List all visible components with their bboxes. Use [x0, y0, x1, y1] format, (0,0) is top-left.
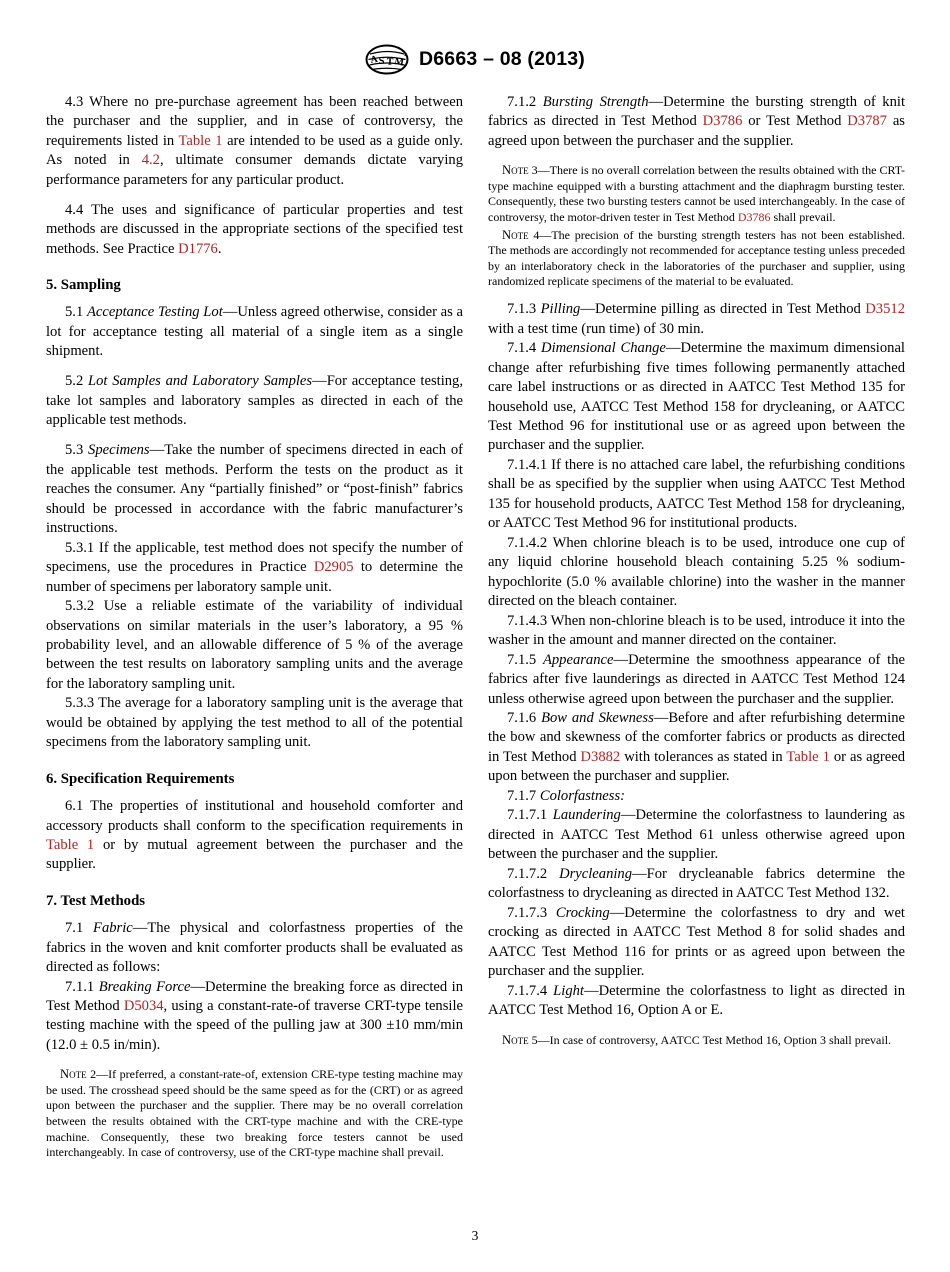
- paragraph-5-3-2: [46, 597, 463, 694]
- link-table-1[interactable]: Table 1: [178, 132, 223, 149]
- note-label: Note: [502, 227, 529, 242]
- clause-number: 7.1: [65, 920, 84, 937]
- clause-number: 7.1.6: [507, 710, 537, 726]
- clause-number: 7.1.1: [65, 978, 95, 995]
- paragraph-7-1-7: [488, 787, 905, 806]
- paragraph-text: —Determine the bursting strength of knit fabrics as directed in Test Method: [488, 94, 905, 130]
- paragraph-text: —The physical and colorfastness properties of the fabrics in the woven and knit comforter products shall be evaluated as directed as follows:: [46, 920, 463, 976]
- paragraph-text: If the applicable, test method does not specify the number of specimens, use the procedures in Practice: [46, 539, 463, 576]
- paragraph-text: —Determine the smoothness appearance of the fabrics after five launderings as directed in AATCC Test Method 124 unless otherwise agreed upon between the purchaser and the supplier.: [488, 651, 905, 707]
- clause-number: 7.1.3: [507, 301, 537, 318]
- clause-number: 7.1.7.1: [507, 807, 548, 824]
- note-text: 3—There is no overall correlation between the results obtained with the CRT-type machine equipped with a bursting attachment and the diaphragm bursting tester. Consequently, these two bursting testers cannot be used interchangeably. In the case of controversy, the motor-driven tester in Test Method: [488, 163, 905, 224]
- paragraph-text: with a test time (run time) of 30 min.: [488, 320, 705, 337]
- paragraph-7-1-4: [488, 339, 905, 456]
- heading-test-methods: 7. Test Methods: [46, 892, 146, 909]
- paragraph-7-1-4-2: [488, 534, 905, 612]
- note-label: Note: [502, 1032, 529, 1047]
- paragraph-5-3: [46, 441, 463, 538]
- paragraph-text: The average for a laboratory sampling unit is the average that would be obtained by applying the test method to all of the potential specimens from the laboratory sampling unit.: [46, 695, 463, 751]
- clause-number: 5.3.3: [65, 695, 95, 712]
- paragraph-text: Use a reliable estimate of the variability of individual observations on similar materials in the user’s laboratory, a 95 % probability level, and an allowable difference of 5 % of the average between the test results on laboratory sampling units and the average for the laboratory sampling unit.: [46, 598, 463, 692]
- paragraph-text: —Determine pilling as directed in Test Method: [580, 301, 866, 318]
- paragraph-7-1-7-2: [488, 865, 905, 904]
- paragraph-text: —For acceptance testing, take lot samples and laboratory samples as directed in each of the applicable test methods.: [46, 373, 463, 429]
- paragraph-text: or by mutual agreement between the purchaser and the supplier.: [46, 836, 463, 873]
- svg-text:M: M: [393, 56, 405, 69]
- note-text: 4—The precision of the bursting strength testers has not been established. The methods are accordingly not recommended for acceptance testing unless preceded by an interlaboratory check in the laboratories of the purchaser and supplier, using randomized replicate specimens of the material to be evaluated.: [488, 227, 905, 289]
- paragraph-7-1-7-4: [488, 982, 905, 1021]
- note-label: Note: [502, 163, 529, 178]
- paragraph-5-3-3: [46, 694, 463, 752]
- note-3: [488, 162, 905, 225]
- note-text: 2—If preferred, a constant-rate-of, extension CRE-type testing machine may be used. The crosshead speed should be the same speed as for the (CRT) or as agreed upon between the purchaser and the supplier. There may be no overall correlation between the results obtained with the CRT-type machine and with the CRE-type machine. Consequently, these two breaking force testers cannot be used interchangeably. In case of controversy, use of the CRT-type machine shall prevail.: [46, 1067, 463, 1160]
- clause-number: 7.1.4.2: [507, 534, 548, 551]
- paragraph-7-1-4-3: [488, 612, 905, 651]
- paragraph-7-1-4-1: [488, 456, 905, 534]
- clause-number: 7.1.4: [507, 340, 537, 357]
- paragraph-7-1-6: [488, 709, 905, 787]
- paragraph-5-2: [46, 372, 463, 430]
- link-d2905[interactable]: D2905: [313, 559, 354, 576]
- paragraph-text: —For drycleanable fabrics determine the colorfastness to drycleaning as directed in AATCC Test Method 132.: [488, 865, 905, 902]
- paragraph-7-1-7-3: [488, 904, 905, 982]
- paragraph-7-1-1: [46, 978, 463, 1056]
- document-body: [46, 93, 906, 1161]
- paragraph-text: —Determine the colorfastness to light as directed in AATCC Test Method 16, Option A or E.: [488, 982, 905, 1019]
- paragraph-text: When non-chlorine bleach is to be used, introduce it into the washer in the amount and manner directed on the container.: [488, 612, 905, 649]
- paragraph-text: —Determine the breaking force as directed in Test Method: [46, 978, 463, 1015]
- clause-number: 5.3: [65, 442, 84, 459]
- note-text: 5—In case of controversy, AATCC Test Method 16, Option 3 shall prevail.: [528, 1032, 892, 1047]
- svg-text:S: S: [378, 55, 385, 67]
- paragraph-text: The properties of institutional and household comforter and accessory products shall conform to the specification requirements in: [46, 798, 463, 834]
- run-in-term: Bow and Skewness: [541, 710, 654, 726]
- clause-number: 7.1.7.3: [507, 904, 548, 921]
- paragraph-7-1-2: [488, 93, 905, 151]
- page-number: 3: [471, 1228, 479, 1243]
- note-label: Note: [60, 1067, 87, 1082]
- clause-number: 7.1.7: [507, 787, 537, 804]
- paragraph-text: , using a constant-rate-of traverse CRT-type tensile testing machine with the speed of the pulling jaw at 300 ±10 mm/min (12.0 ± 0.5 in/min).: [46, 998, 463, 1053]
- clause-number: 5.2: [65, 373, 84, 390]
- note-block-3-4: [488, 162, 905, 289]
- paragraph-text: or as agreed upon between the purchaser and supplier.: [488, 748, 905, 785]
- paragraph-5-1: [46, 303, 463, 361]
- paragraph-text: —Take the number of specimens directed in each of the applicable test methods. Perform the tests on the product as it reaches the consumer. Any “partially finished” or “post-finish” fabrics should be processed in accordance with the fabric manufacturer’s instructions.: [46, 442, 463, 537]
- run-in-term: Pilling: [540, 301, 581, 318]
- clause-number: 4.3: [65, 94, 84, 110]
- clause-number: 7.1.7.2: [507, 865, 548, 882]
- note-block-5: [488, 1032, 905, 1049]
- note-5: [488, 1032, 905, 1049]
- paragraph-4-4: [46, 201, 463, 259]
- paragraph-7-1-3: [488, 300, 905, 339]
- clause-number: 4.4: [65, 201, 84, 218]
- clause-number: 7.1.4.1: [507, 456, 548, 473]
- run-in-term: Specimens: [88, 442, 150, 459]
- paragraph-text: —Determine the colorfastness to dry and wet crocking as directed in AATCC Test Method 8 for solid shades and AATCC Test Method 116 for prints or as agreed upon between the purchaser and the supplier.: [488, 904, 905, 980]
- paragraph-text: —Unless agreed otherwise, consider as a lot for acceptance testing all material of a single item as a single shipment.: [46, 304, 463, 360]
- paragraph-text: The uses and significance of particular properties and test methods are discussed in the appropriate sections of the specified test methods. See Practice: [46, 201, 463, 257]
- clause-number: 5.1: [65, 304, 84, 321]
- link-d3787[interactable]: D3787: [847, 113, 887, 130]
- run-in-term: Lot Samples and Laboratory Samples: [88, 373, 313, 390]
- paragraph-7-1: [46, 919, 463, 977]
- svg-text:A: A: [369, 53, 379, 66]
- run-in-term: Acceptance Testing Lot: [86, 304, 223, 321]
- clause-number: 7.1.7.4: [507, 982, 548, 999]
- run-in-term: Laundering: [552, 807, 621, 824]
- paragraph-text: —Before and after refurbishing determine the bow and skewness of the comforter fabrics or products as directed in Test Method: [488, 710, 905, 765]
- paragraph-text: .: [217, 240, 222, 257]
- run-in-term: Drycleaning: [559, 865, 633, 882]
- paragraph-6-1: [46, 797, 463, 875]
- paragraph-text: Where no pre-purchase agreement has been reached between the purchaser and the supplier, and in case of controversy, the requirements listed in: [46, 94, 463, 149]
- note-4: [488, 227, 905, 290]
- svg-text:T: T: [386, 56, 394, 68]
- clause-number: 6.1: [65, 798, 84, 815]
- clause-number: 7.1.5: [507, 651, 537, 668]
- paragraph-5-3-1: [46, 539, 463, 597]
- run-in-term: Breaking Force: [98, 978, 191, 995]
- link-table-1[interactable]: Table 1: [46, 836, 95, 853]
- paragraph-text: , ultimate consumer demands dictate varying performance parameters for any particular product.: [46, 152, 463, 188]
- run-in-term: Fabric: [93, 920, 133, 937]
- left-column: [46, 93, 463, 1161]
- note-2: [46, 1066, 463, 1160]
- paragraph-text: or Test Method: [742, 113, 848, 130]
- paragraph-text: as agreed upon between the purchaser and the supplier.: [488, 113, 905, 149]
- run-in-term: Appearance: [542, 651, 614, 668]
- link-d3786[interactable]: D3786: [702, 113, 743, 130]
- link-clause-4-2[interactable]: 4.2: [141, 152, 160, 169]
- paragraph-7-1-5: [488, 651, 905, 709]
- right-column: [488, 93, 905, 1161]
- run-in-term: Bursting Strength: [542, 94, 649, 110]
- run-in-term: Crocking: [555, 904, 610, 921]
- paragraph-text: If there is no attached care label, the refurbishing conditions shall be as specified by the supplier when using AATCC Test Method 135 for household products, AATCC Test Method 158 for drycleaning, or AATCC Test Method 96 for institutional products.: [488, 456, 905, 532]
- page-header: [0, 44, 950, 75]
- link-d1776[interactable]: D1776: [178, 240, 218, 257]
- paragraph-text: are intended to be used as a guide only. As noted in: [46, 132, 463, 169]
- paragraph-text: When chlorine bleach is to be used, introduce one cup of any liquid chlorine household bleach containing 5.25 % sodium-hypochlorite (5.0 % available chlorine) into the washer in the manner directed on the bleach container.: [488, 534, 905, 610]
- heading-specification-requirements: 6. Specification Requirements: [46, 770, 235, 787]
- link-d3786[interactable]: D3786: [737, 210, 771, 224]
- heading-sampling: 5. Sampling: [46, 277, 121, 294]
- clause-number: 5.3.2: [65, 598, 95, 615]
- link-d3512[interactable]: D3512: [865, 301, 905, 318]
- paragraph-text: —Determine the maximum dimensional change after refurbishing five times following permanently attached care label instructions or as directed in AATCC Test Method 135 for household use, AATCC Test Method 158 for drycleaning, or AATCC Test Method 96 for institutional use or as agreed upon between the purchaser and the supplier.: [488, 340, 905, 454]
- clause-number: 5.3.1: [65, 539, 95, 556]
- paragraph-text: —Determine the colorfastness to laundering as directed in AATCC Test Method 61 unless otherwise agreed upon between the purchaser and the supplier.: [488, 807, 905, 863]
- note-text: shall prevail.: [770, 210, 836, 224]
- paragraph-7-1-7-1: [488, 806, 905, 864]
- paragraph-text: with tolerances as stated in: [620, 748, 787, 765]
- link-d5034[interactable]: D5034: [123, 998, 164, 1015]
- run-in-term: Dimensional Change: [541, 340, 666, 357]
- document-number: D6663 – 08 (2013): [418, 48, 586, 70]
- paragraph-4-3: [46, 93, 463, 190]
- paragraph-text: to determine the number of specimens per laboratory sample unit.: [46, 559, 463, 595]
- run-in-term: Colorfastness:: [539, 787, 625, 804]
- link-table-1[interactable]: Table 1: [786, 748, 830, 765]
- run-in-term: Light: [553, 982, 584, 999]
- clause-number: 7.1.4.3: [507, 612, 548, 629]
- astm-logo-icon: [365, 44, 409, 75]
- clause-number: 7.1.2: [507, 94, 537, 110]
- note-block-2: [46, 1066, 463, 1160]
- link-d3882[interactable]: D3882: [580, 748, 621, 765]
